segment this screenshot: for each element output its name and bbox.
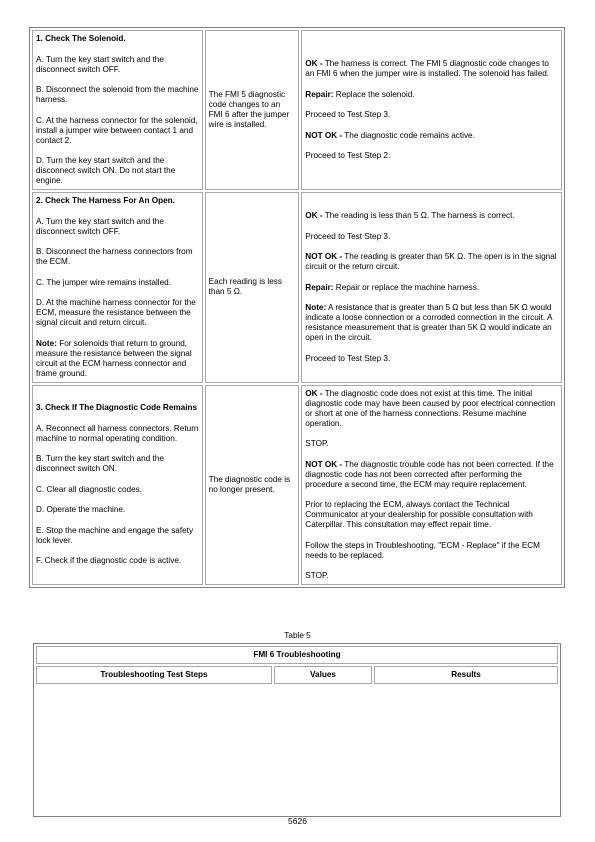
test-steps-cell — [32, 192, 203, 383]
result-paragraph — [305, 131, 558, 141]
result-paragraph — [305, 354, 558, 364]
step-paragraph — [36, 485, 199, 495]
step-text: A. Turn the key start switch and the disconnect switch OFF. — [36, 54, 164, 74]
step-paragraph — [36, 278, 199, 288]
step-paragraph — [36, 424, 199, 444]
table-empty-body — [36, 686, 558, 814]
step-paragraph — [36, 505, 199, 515]
step-paragraph — [36, 217, 199, 237]
result-text: The diagnostic trouble code has not been corrected. If the diagnostic code has not been corrected after performing the procedure a second time, the ECM may require replacement. — [305, 459, 554, 489]
result-text: Proceed to Test Step 3. — [305, 353, 391, 363]
results-cell — [301, 30, 562, 190]
result-bold-label: NOT OK - — [305, 252, 343, 261]
step-text: D. At the machine harness connector for the ECM, measure the resistance between the signal circuit and return circuit. — [36, 298, 196, 327]
column-header-results: Results — [374, 666, 558, 684]
values-cell: The diagnostic code is no longer present. — [205, 385, 300, 586]
result-paragraph — [305, 389, 558, 429]
step-text: B. Disconnect the solenoid from the machine harness. — [36, 85, 199, 104]
step-text: C. The jumper wire remains installed. — [36, 277, 171, 287]
fmi5-troubleshooting-table — [29, 27, 565, 588]
result-text: Proceed to Test Step 3. — [305, 231, 391, 241]
table-row — [32, 30, 562, 190]
step-text: A. Turn the key start switch and the disconnect switch OFF. — [36, 216, 164, 236]
step-text: D. Operate the machine. — [36, 505, 126, 515]
result-bold-label: Repair: — [305, 89, 334, 99]
step-bold-label: 3. Check If The Diagnostic Code Remains — [36, 403, 198, 413]
step-text: C. At the harness connector for the solenoid, install a jumper wire between contact 1 and contact 2. — [36, 115, 198, 145]
step-bold-label: Note: — [36, 338, 57, 348]
step-text: C. Clear all diagnostic codes. — [36, 484, 143, 494]
result-text: The diagnostic code does not exist at this time. The initial diagnostic code may have been caused by poor electrical connection or short at one of the harness connections. Resume machine operation. — [305, 388, 556, 428]
values-cell: The FMI 5 diagnostic code changes to an FMI 6 after the jumper wire is installed. — [205, 30, 300, 190]
result-paragraph — [305, 500, 558, 530]
result-bold-label: NOT OK - — [305, 130, 343, 140]
results-cell — [301, 385, 562, 586]
step-text: B. Turn the key start switch and the disconnect switch ON. — [36, 454, 164, 474]
step-paragraph — [36, 526, 199, 546]
result-text: Proceed to Test Step 3. — [305, 110, 391, 119]
result-paragraph — [305, 439, 558, 449]
step-paragraph — [36, 156, 199, 186]
result-bold-label: Note: — [305, 303, 327, 312]
step-paragraph — [36, 298, 199, 328]
result-paragraph — [305, 460, 558, 490]
step-text: D. Turn the key start switch and the disconnect switch ON. Do not start the engine. — [36, 156, 176, 185]
step-paragraph — [36, 339, 199, 379]
result-text: Proceed to Test Step 2. — [305, 151, 391, 160]
step-paragraph — [36, 196, 199, 206]
fmi6-troubleshooting-table — [33, 643, 561, 817]
result-bold-label: OK - — [305, 211, 323, 220]
table-title: FMI 6 Troubleshooting — [36, 646, 558, 664]
step-text: E. Stop the machine and engage the safety lock lever. — [36, 525, 194, 545]
result-paragraph — [305, 151, 558, 161]
result-paragraph — [305, 571, 558, 581]
result-text: The diagnostic code remains active. — [342, 130, 475, 140]
result-text: The harness is correct. The FMI 5 diagnostic code changes to an FMI 6 when the jumper wire is installed. The solenoid has failed. — [305, 59, 550, 78]
result-paragraph — [305, 283, 558, 293]
result-paragraph — [305, 211, 558, 221]
result-paragraph — [305, 541, 558, 561]
step-paragraph — [36, 556, 199, 566]
result-paragraph — [305, 303, 558, 343]
result-paragraph — [305, 252, 558, 272]
result-paragraph — [305, 90, 558, 100]
result-bold-label: OK - — [305, 388, 323, 398]
result-paragraph — [305, 110, 558, 120]
step-text: For solenoids that return to ground, measure the resistance between the signal circuit at the ECM harness connector and frame ground. — [36, 338, 192, 378]
result-bold-label: NOT OK - — [305, 459, 343, 469]
column-header-test-steps: Troubleshooting Test Steps — [36, 666, 272, 684]
table-row — [32, 385, 562, 586]
table-row — [32, 192, 562, 383]
result-bold-label: OK - — [305, 59, 323, 68]
test-steps-cell — [32, 30, 203, 190]
result-text: Follow the steps in Troubleshooting, "ECM - Replace" if the ECM needs to be replaced. — [305, 540, 541, 560]
step-paragraph — [36, 55, 199, 75]
result-paragraph — [305, 232, 558, 242]
step-paragraph — [36, 403, 199, 413]
step-bold-label: 1. Check The Solenoid. — [36, 34, 126, 43]
step-text: F. Check if the diagnostic code is active. — [36, 556, 182, 566]
result-text: A resistance that is greater than 5 Ω but less than 5K Ω would indicate a loose connection or a corroded connection in the circuit. A resistance measurement that is greater than 5K Ω would indicate an open in the circuit. — [305, 303, 552, 342]
result-text: The reading is greater than 5K Ω. The open is in the signal circuit or the return circuit. — [305, 252, 557, 271]
step-paragraph — [36, 247, 199, 267]
result-bold-label: Repair: — [305, 282, 334, 292]
step-paragraph — [36, 85, 199, 105]
test-steps-cell — [32, 385, 203, 586]
column-header-values: Values — [274, 666, 372, 684]
step-paragraph — [36, 454, 199, 474]
result-text: STOP. — [305, 439, 329, 448]
step-paragraph — [36, 34, 199, 44]
page-number: 5626 — [288, 816, 307, 826]
step-text: A. Reconnect all harness connectors. Return machine to normal operating condition. — [36, 423, 199, 443]
result-text: STOP. — [305, 571, 329, 580]
step-text: B. Disconnect the harness connectors from the ECM. — [36, 247, 193, 266]
step-bold-label: 2. Check The Harness For An Open. — [36, 196, 175, 205]
step-paragraph — [36, 116, 199, 146]
result-text: Repair or replace the machine harness. — [333, 282, 480, 292]
table-caption: Table 5 — [284, 631, 311, 640]
results-cell — [301, 192, 562, 383]
result-text: Replace the solenoid. — [333, 89, 415, 99]
result-text: The reading is less than 5 Ω. The harness is correct. — [322, 211, 515, 220]
values-cell: Each reading is less than 5 Ω. — [205, 192, 300, 383]
result-paragraph — [305, 59, 558, 79]
result-text: Prior to replacing the ECM, always contact the Technical Communicator at your dealership for possible consultation with Caterpillar. This consultation may effect repair time. — [305, 500, 533, 529]
